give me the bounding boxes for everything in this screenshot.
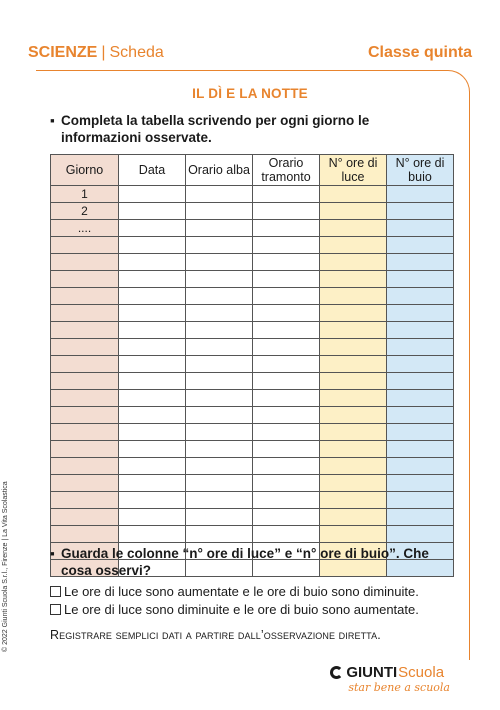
table-row <box>51 271 454 288</box>
table-cell[interactable] <box>186 203 253 220</box>
table-cell[interactable] <box>119 186 186 203</box>
table-row <box>51 220 454 237</box>
table-cell[interactable] <box>387 356 454 373</box>
instruction <box>50 112 450 146</box>
table-cell[interactable] <box>253 254 320 271</box>
table-cell[interactable] <box>186 356 253 373</box>
table-cell[interactable] <box>387 254 454 271</box>
table-row <box>51 254 454 271</box>
table-cell[interactable] <box>186 237 253 254</box>
table-cell[interactable] <box>119 407 186 424</box>
table-cell[interactable] <box>320 390 387 407</box>
cell-giorno <box>51 322 119 339</box>
giunti-g-icon <box>330 666 343 679</box>
table-cell[interactable] <box>186 475 253 492</box>
table-cell[interactable] <box>186 322 253 339</box>
cell-giorno <box>51 305 119 322</box>
table-cell[interactable] <box>253 322 320 339</box>
table-cell[interactable] <box>186 339 253 356</box>
table-cell[interactable] <box>253 186 320 203</box>
table-row <box>51 492 454 509</box>
option-2[interactable] <box>50 602 419 617</box>
option-1[interactable] <box>50 584 419 599</box>
table-cell[interactable] <box>253 492 320 509</box>
table-cell[interactable] <box>387 237 454 254</box>
table-row <box>51 356 454 373</box>
table-cell[interactable] <box>253 339 320 356</box>
table-cell[interactable] <box>119 339 186 356</box>
table-cell[interactable] <box>320 254 387 271</box>
subject-label: SCIENZE <box>28 44 98 61</box>
class-label: Classe quinta <box>367 44 472 61</box>
table-cell[interactable] <box>320 509 387 526</box>
table-cell[interactable] <box>387 186 454 203</box>
table-cell[interactable] <box>186 373 253 390</box>
table-row <box>51 237 454 254</box>
table-row <box>51 288 454 305</box>
checkbox-icon[interactable] <box>50 604 61 615</box>
observation-table <box>50 154 454 577</box>
table-cell[interactable] <box>186 254 253 271</box>
table-row <box>51 322 454 339</box>
table-cell[interactable] <box>320 203 387 220</box>
table-cell[interactable] <box>387 203 454 220</box>
table-cell[interactable] <box>253 475 320 492</box>
table-row <box>51 305 454 322</box>
table-cell[interactable] <box>119 356 186 373</box>
table-cell[interactable] <box>320 373 387 390</box>
table-cell[interactable] <box>387 407 454 424</box>
table-cell[interactable] <box>119 203 186 220</box>
header-ore-buio: N° ore di buio <box>387 155 454 186</box>
table-cell[interactable] <box>119 509 186 526</box>
header-giorno: Giorno <box>51 155 119 186</box>
table-cell[interactable] <box>186 407 253 424</box>
table-row <box>51 203 454 220</box>
table-row <box>51 509 454 526</box>
cell-giorno <box>51 390 119 407</box>
table-cell[interactable] <box>320 288 387 305</box>
table-cell[interactable] <box>387 373 454 390</box>
table-cell[interactable] <box>186 271 253 288</box>
option-2-text: Le ore di luce sono diminuite e le ore di buio sono aumentate. <box>64 602 419 617</box>
cell-giorno <box>51 288 119 305</box>
table-cell[interactable] <box>320 424 387 441</box>
learning-objective: Registrare semplici dati a partire dall’osservazione diretta. <box>50 628 381 642</box>
table-cell[interactable] <box>253 390 320 407</box>
cell-giorno: .... <box>51 220 119 237</box>
table-cell[interactable] <box>253 441 320 458</box>
header-alba: Orario alba <box>186 155 253 186</box>
table-row <box>51 441 454 458</box>
table-row <box>51 458 454 475</box>
table-cell[interactable] <box>387 322 454 339</box>
table-cell[interactable] <box>387 390 454 407</box>
publisher-logo <box>330 664 450 694</box>
table-cell[interactable] <box>387 271 454 288</box>
table-cell[interactable] <box>320 220 387 237</box>
cell-giorno <box>51 475 119 492</box>
table-cell[interactable] <box>320 237 387 254</box>
table-cell[interactable] <box>253 203 320 220</box>
cell-giorno <box>51 441 119 458</box>
header-subject <box>28 44 164 62</box>
table-cell[interactable] <box>186 441 253 458</box>
table-cell[interactable] <box>119 441 186 458</box>
table-cell[interactable] <box>387 492 454 509</box>
cell-giorno <box>51 271 119 288</box>
cell-giorno <box>51 526 119 543</box>
logo-tagline: star bene a scuola <box>348 681 450 694</box>
header-tramonto: Orario tramonto <box>253 155 320 186</box>
table-cell[interactable] <box>186 492 253 509</box>
table-cell[interactable] <box>186 509 253 526</box>
table-cell[interactable] <box>253 220 320 237</box>
table-cell[interactable] <box>119 424 186 441</box>
header-separator: | <box>101 44 106 61</box>
table-cell[interactable] <box>387 458 454 475</box>
cell-giorno <box>51 339 119 356</box>
table-cell[interactable] <box>253 407 320 424</box>
cell-giorno: 2 <box>51 203 119 220</box>
table-cell[interactable] <box>387 339 454 356</box>
table-row <box>51 390 454 407</box>
table-cell[interactable] <box>320 407 387 424</box>
bullet-icon: ▪ <box>50 113 55 128</box>
table-cell[interactable] <box>186 458 253 475</box>
table-cell[interactable] <box>320 458 387 475</box>
table-cell[interactable] <box>387 288 454 305</box>
table-cell[interactable] <box>320 322 387 339</box>
table-cell[interactable] <box>320 492 387 509</box>
header-ore-luce: N° ore di luce <box>320 155 387 186</box>
table-cell[interactable] <box>253 271 320 288</box>
table-cell[interactable] <box>253 526 320 543</box>
table-cell[interactable] <box>186 288 253 305</box>
logo-name-bold: GIUNTI <box>346 664 398 681</box>
table-cell[interactable] <box>186 305 253 322</box>
table-cell[interactable] <box>119 492 186 509</box>
table-cell[interactable] <box>119 458 186 475</box>
table-row <box>51 373 454 390</box>
table-cell[interactable] <box>253 424 320 441</box>
copyright-note: © 2022 Giunti Scuola S.r.l., Firenze | La Vita Scolastica <box>2 481 9 652</box>
instruction-text: Completa la tabella scrivendo per ogni giorno le informazioni osservate. <box>61 113 370 145</box>
cell-giorno <box>51 407 119 424</box>
table-cell[interactable] <box>320 339 387 356</box>
logo-name-light: Scuola <box>398 664 445 681</box>
question <box>50 545 450 579</box>
table-cell[interactable] <box>387 305 454 322</box>
table-cell[interactable] <box>186 390 253 407</box>
question-text: Guarda le colonne “n° ore di luce” e “n° ore di buio”. Che cosa osservi? <box>61 546 429 578</box>
table-row <box>51 424 454 441</box>
table-cell[interactable] <box>320 526 387 543</box>
table-cell[interactable] <box>119 373 186 390</box>
table-header-row <box>51 155 454 186</box>
sheet-type-label: Scheda <box>109 44 164 61</box>
table-row <box>51 186 454 203</box>
sheet-title: IL DÌ E LA NOTTE <box>192 86 308 101</box>
table-cell[interactable] <box>320 271 387 288</box>
table-cell[interactable] <box>253 458 320 475</box>
table-row <box>51 526 454 543</box>
table-cell[interactable] <box>387 424 454 441</box>
table-cell[interactable] <box>119 322 186 339</box>
table-cell[interactable] <box>253 305 320 322</box>
bullet-icon: ▪ <box>50 546 55 561</box>
table-cell[interactable] <box>253 288 320 305</box>
table-cell[interactable] <box>253 356 320 373</box>
table-cell[interactable] <box>119 390 186 407</box>
table-cell[interactable] <box>253 509 320 526</box>
table-cell[interactable] <box>387 526 454 543</box>
cell-giorno <box>51 509 119 526</box>
table-cell[interactable] <box>387 509 454 526</box>
table-cell[interactable] <box>186 220 253 237</box>
header-data: Data <box>119 155 186 186</box>
table-cell[interactable] <box>119 254 186 271</box>
cell-giorno <box>51 237 119 254</box>
cell-giorno <box>51 492 119 509</box>
cell-giorno <box>51 356 119 373</box>
table-cell[interactable] <box>320 305 387 322</box>
table-cell[interactable] <box>119 220 186 237</box>
table-cell[interactable] <box>320 475 387 492</box>
table-cell[interactable] <box>320 186 387 203</box>
cell-giorno <box>51 373 119 390</box>
table-cell[interactable] <box>320 356 387 373</box>
table-row <box>51 407 454 424</box>
table-cell[interactable] <box>387 220 454 237</box>
cell-giorno <box>51 254 119 271</box>
table-cell[interactable] <box>119 526 186 543</box>
table-row <box>51 475 454 492</box>
table-row <box>51 339 454 356</box>
table-cell[interactable] <box>253 373 320 390</box>
table-cell[interactable] <box>387 475 454 492</box>
cell-giorno: 1 <box>51 186 119 203</box>
cell-giorno <box>51 458 119 475</box>
option-1-text: Le ore di luce sono aumentate e le ore di buio sono diminuite. <box>64 584 419 599</box>
table-cell[interactable] <box>186 526 253 543</box>
table-cell[interactable] <box>387 441 454 458</box>
table-cell[interactable] <box>186 186 253 203</box>
table-cell[interactable] <box>253 237 320 254</box>
checkbox-icon[interactable] <box>50 586 61 597</box>
table-cell[interactable] <box>119 475 186 492</box>
table-cell[interactable] <box>119 271 186 288</box>
table-cell[interactable] <box>119 237 186 254</box>
table-cell[interactable] <box>119 288 186 305</box>
cell-giorno <box>51 424 119 441</box>
table-cell[interactable] <box>119 305 186 322</box>
table-cell[interactable] <box>320 441 387 458</box>
table-cell[interactable] <box>186 424 253 441</box>
